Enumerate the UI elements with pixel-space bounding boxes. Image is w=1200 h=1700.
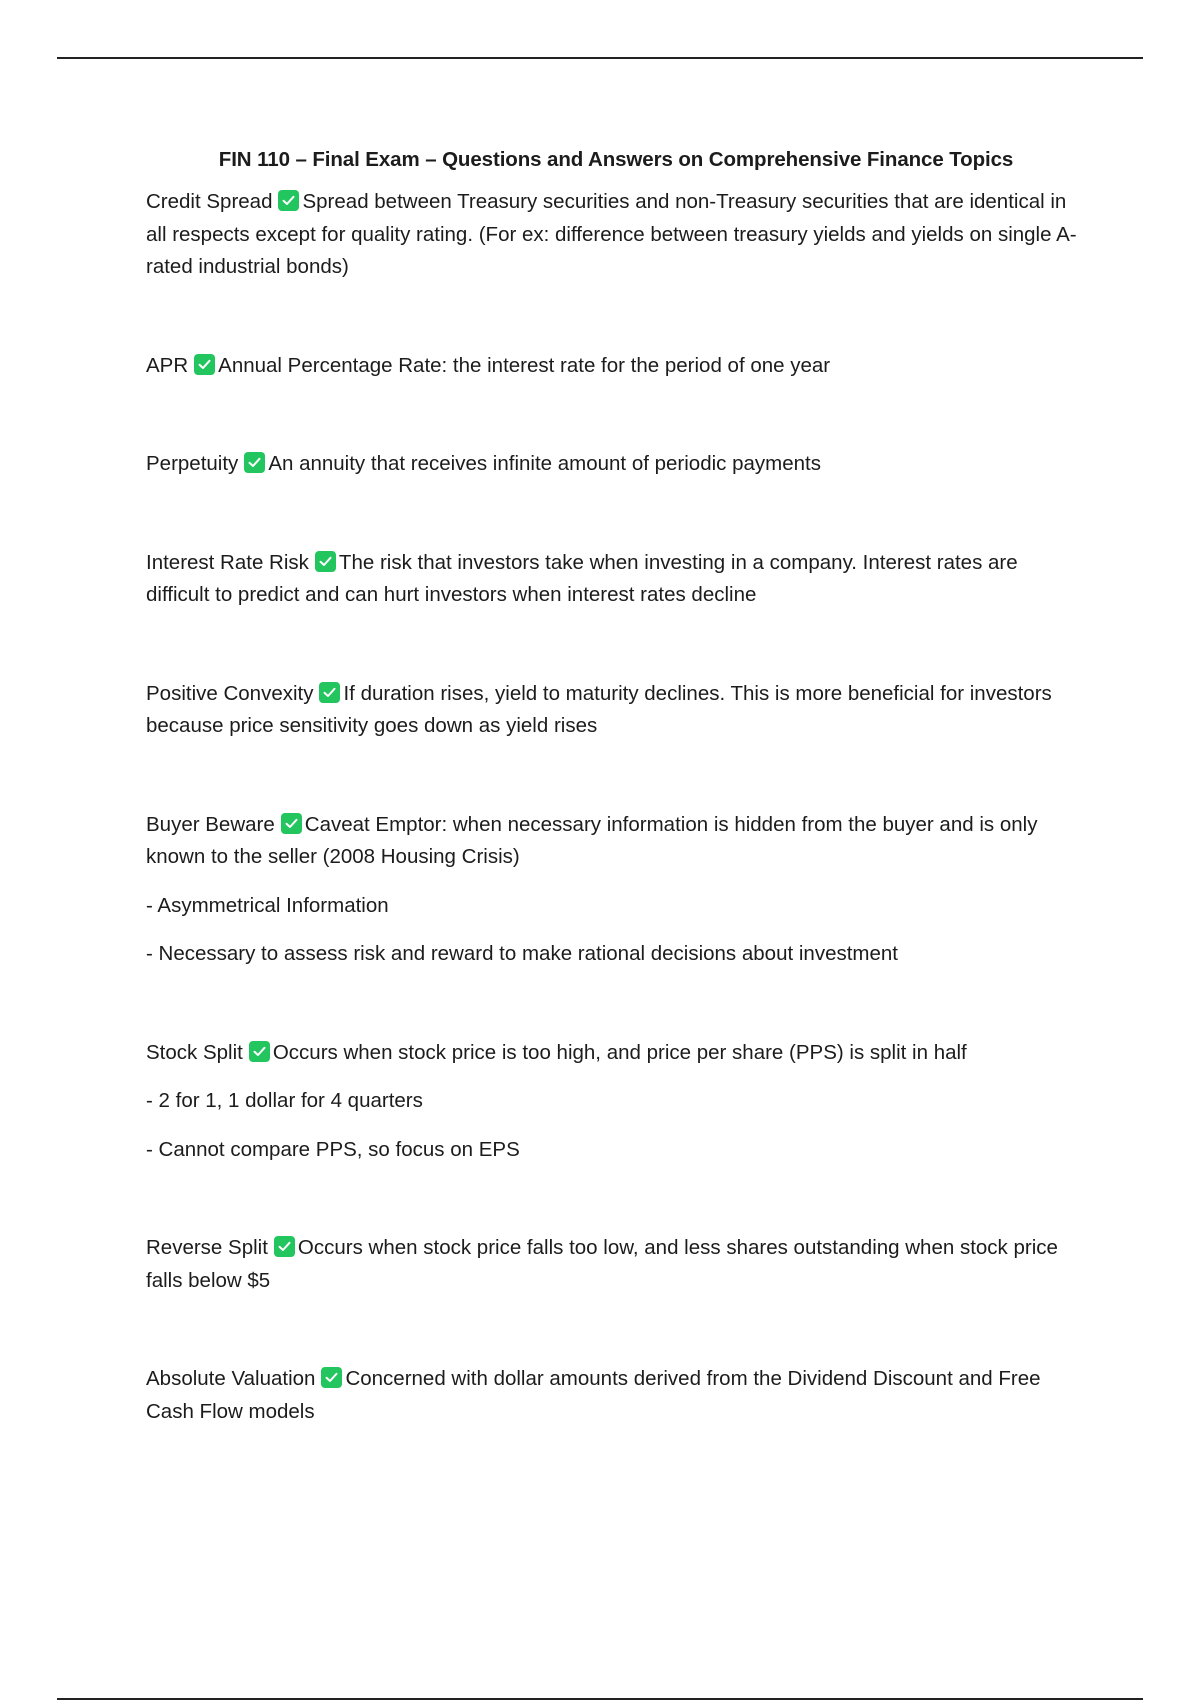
header-rule	[57, 57, 1143, 59]
term-label: Reverse Split	[146, 1236, 268, 1259]
qa-entry-positive-convexity	[146, 678, 1086, 743]
qa-line	[146, 1037, 1086, 1070]
document-title: FIN 110 – Final Exam – Questions and Answers on Comprehensive Finance Topics	[218, 148, 1014, 171]
qa-entry-absolute-valuation	[146, 1363, 1086, 1428]
definition-text: An annuity that receives infinite amount of periodic payments	[268, 452, 821, 475]
definition-text: Concerned with dollar amounts derived from the Dividend Discount and Free Cash Flow models	[146, 1367, 1041, 1423]
qa-entry-buyer-beware	[146, 809, 1086, 971]
check-mark-icon	[278, 190, 299, 211]
definition-text: Occurs when stock price falls too low, and less shares outstanding when stock price falls below $5	[146, 1236, 1058, 1292]
qa-line	[146, 1232, 1086, 1297]
qa-entry-stock-split	[146, 1037, 1086, 1167]
qa-entry-apr	[146, 350, 1086, 383]
definition-text: Caveat Emptor: when necessary information is hidden from the buyer and is only known to the seller (2008 Housing Crisis)	[146, 812, 1038, 868]
term-label: Perpetuity	[146, 452, 239, 475]
bullet-item: - Asymmetrical Information	[146, 893, 389, 917]
qa-entry-perpetuity	[146, 448, 1086, 481]
qa-entry-interest-rate-risk	[146, 547, 1086, 612]
qa-entry-reverse-split	[146, 1232, 1086, 1297]
term-label: APR	[146, 353, 189, 377]
qa-line	[146, 678, 1086, 743]
check-mark-icon	[281, 813, 302, 834]
qa-line	[146, 547, 1086, 612]
check-mark-icon	[274, 1236, 295, 1257]
definition-text: If duration rises, yield to maturity declines. This is more beneficial for investors because price sensitivity goes down as yield rises	[146, 681, 1052, 737]
term-label: Positive Convexity	[146, 681, 314, 705]
bullet-item: - Necessary to assess risk and reward to make rational decisions about investment	[146, 942, 899, 965]
term-label: Absolute Valuation	[146, 1367, 316, 1390]
qa-line	[146, 1363, 1086, 1428]
qa-line	[146, 186, 1086, 284]
document-body	[146, 144, 1086, 1494]
definition-text: Spread between Treasury securities and non-Treasury securities that are identical in all respects except for quality rating. (For ex: difference between treasury yields and yields on single A-rated industrial bonds)	[146, 190, 1077, 278]
check-mark-icon	[319, 682, 340, 703]
term-label: Buyer Beware	[146, 812, 275, 836]
definition-text: The risk that investors take when investing in a company. Interest rates are difficult to predict and can hurt investors when interest rates decline	[146, 550, 1018, 606]
bullet-item: - 2 for 1, 1 dollar for 4 quarters	[146, 1089, 423, 1112]
definition-text: Annual Percentage Rate: the interest rate for the period of one year	[218, 353, 831, 377]
qa-line	[146, 448, 1086, 481]
term-label: Stock Split	[146, 1040, 243, 1064]
qa-line	[146, 350, 1086, 383]
check-mark-icon	[194, 354, 215, 375]
check-mark-icon	[321, 1367, 342, 1388]
qa-entry-credit-spread	[146, 186, 1086, 284]
check-mark-icon	[244, 452, 265, 473]
term-label: Interest Rate Risk	[146, 550, 309, 574]
bullet-item: - Cannot compare PPS, so focus on EPS	[146, 1137, 520, 1161]
check-mark-icon	[249, 1041, 270, 1062]
term-label: Credit Spread	[146, 190, 273, 213]
definition-text: Occurs when stock price is too high, and price per share (PPS) is split in half	[272, 1040, 967, 1064]
qa-line	[146, 809, 1086, 874]
check-mark-icon	[315, 551, 336, 572]
